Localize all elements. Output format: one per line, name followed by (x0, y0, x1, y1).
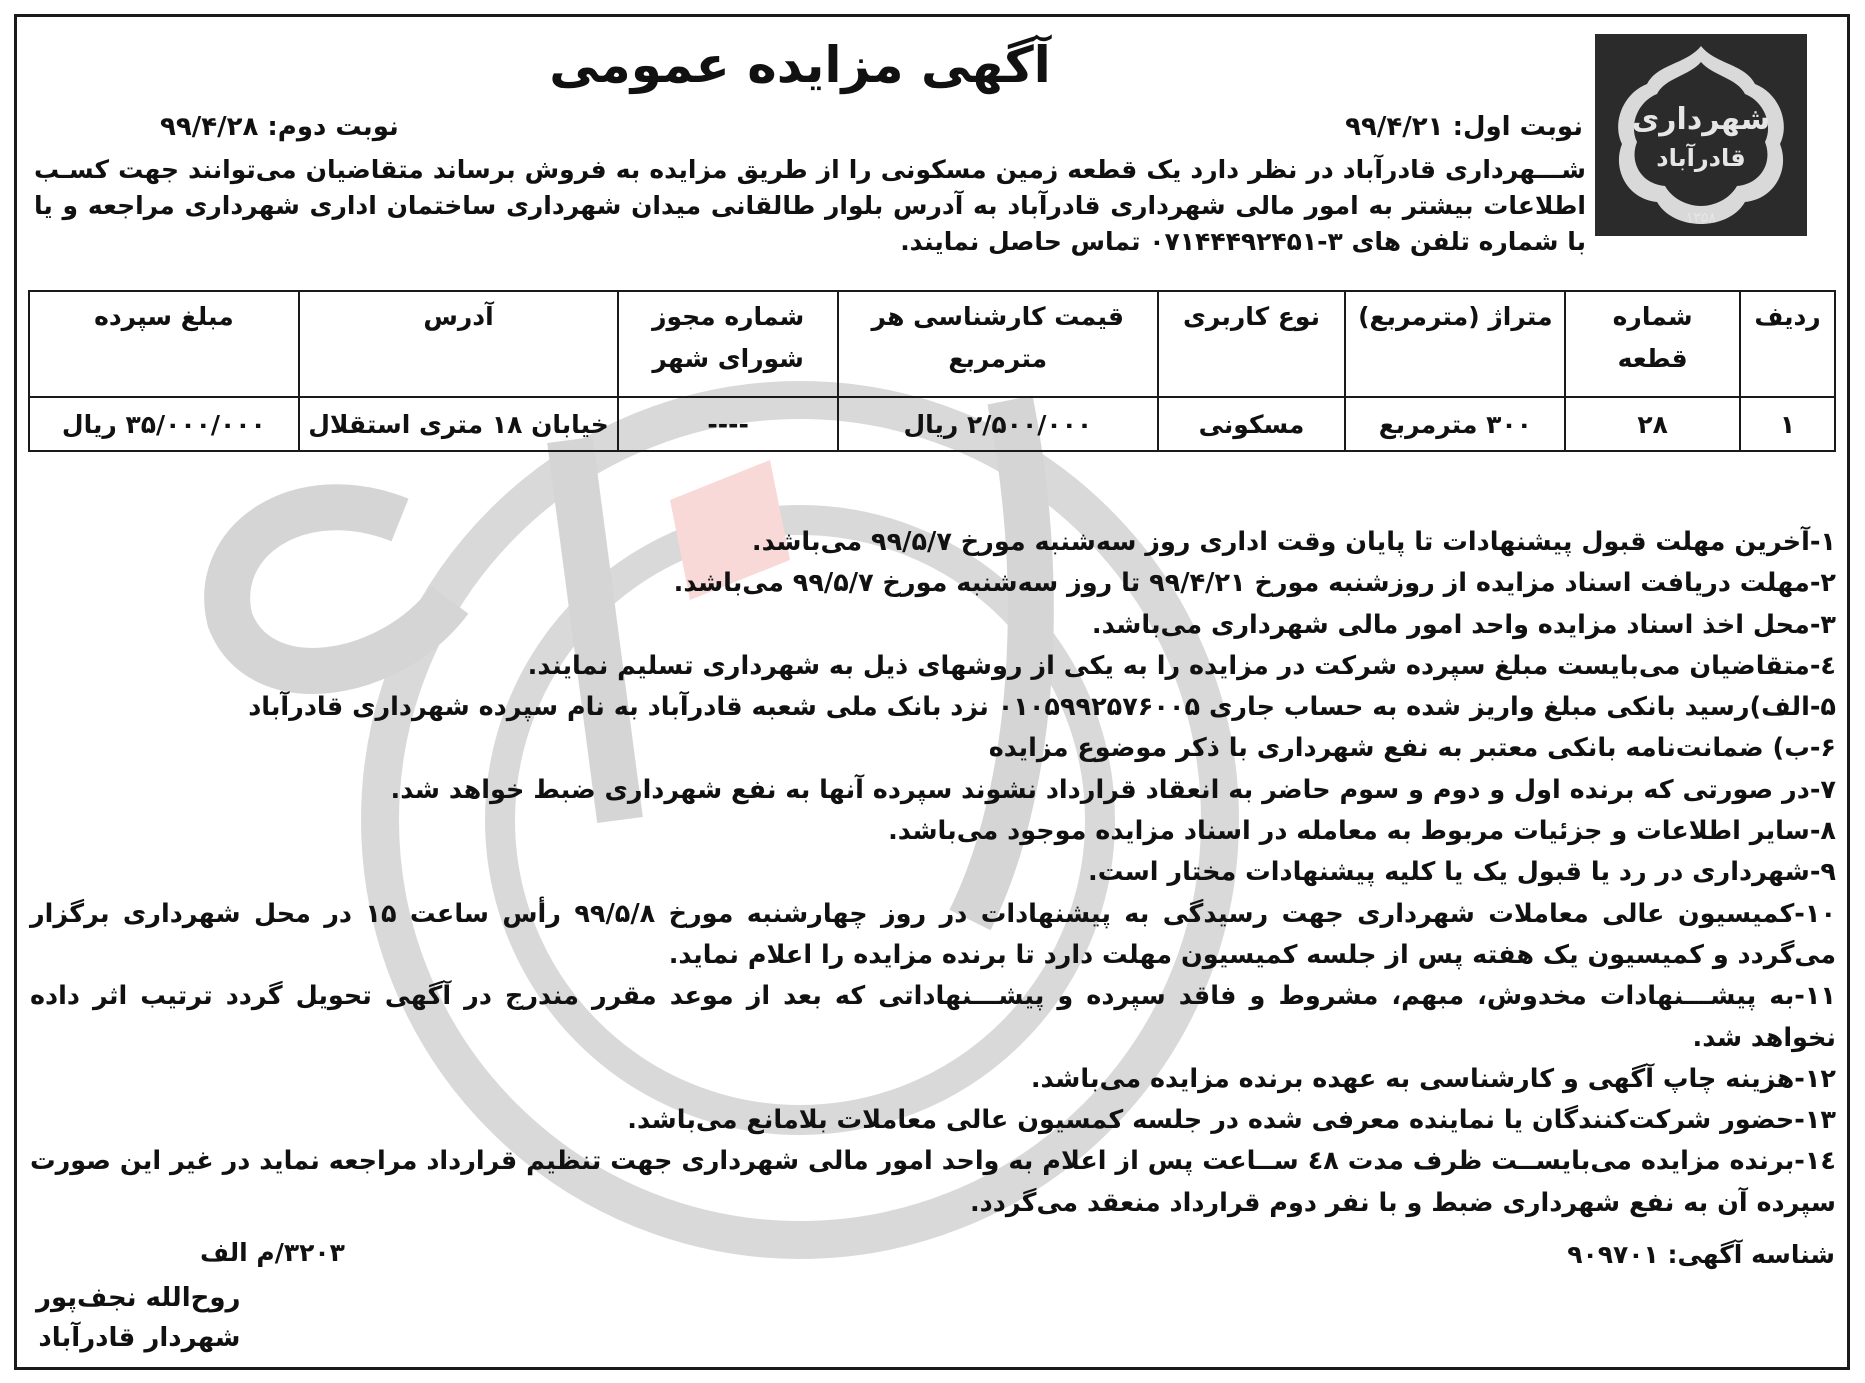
cell-usage: مسکونی (1158, 397, 1346, 451)
term-item: ۳-محل اخذ اسناد مزایده واحد امور مالی شهرداری می‌باشد. (1091, 609, 1836, 640)
term-item: ۱٤-برنده مزایده می‌بایســت ظرف مدت ٤۸ ســاعت پس از اعلام به واحد امور مالی شهرداری جهت تنظیم قرارداد مراجعه نماید در غیر این صورت سپرده آن به نفع شهرداری ضبط و با نفر دوم قرارداد منعقد می‌گردد. (30, 1146, 1836, 1218)
term-item: ۸-سایر اطلاعات و جزئیات مربوط به معامله در اسناد مزایده موجود می‌باشد. (888, 816, 1836, 847)
col-header-row-number: ردیف (1740, 291, 1835, 397)
term-item: ۷-در صورتی که برنده اول و دوم و سوم حاضر به انعقاد قرارداد نشوند سپرده آنها به نفع شهرداری ضبط خواهد شد. (390, 774, 1836, 805)
cell-row-number: ۱ (1740, 397, 1835, 451)
col-header-area: متراژ (مترمربع) (1345, 291, 1565, 397)
signature-block (36, 1278, 240, 1358)
logo-year: ۱۳۵۸ (1685, 210, 1717, 226)
term-item: ۹-شهرداری در رد یا قبول یک یا کلیه پیشنهادات مختار است. (1088, 857, 1836, 888)
cell-deposit: ۳۵/۰۰۰/۰۰۰ ریال (29, 397, 299, 451)
term-item: ۲-مهلت دریافت اسناد مزایده از روزشنبه مورخ ۹۹/۴/۲۱ تا روز سه‌شنبه مورخ ۹۹/۵/۷ می‌باشد. (673, 568, 1836, 599)
municipality-logo (1595, 34, 1807, 236)
col-header-usage: نوع کاربری (1158, 291, 1346, 397)
col-header-deposit: مبلغ سپرده (29, 291, 299, 397)
term-item: ۵-الف)رسید بانکی مبلغ واریز شده به حساب جاری ۰۱۰۵۹۹۲۵۷۶۰۰۵ نزد بانک ملی شعبه قادرآباد به نام سپرده شهرداری قادرآباد (248, 692, 1836, 723)
signer-title: شهردار قادرآباد (38, 1323, 241, 1353)
municipality-logo-icon (1595, 34, 1807, 236)
terms-list (30, 522, 1836, 1224)
logo-text-line1: شهرداری (1631, 102, 1771, 137)
col-header-council-permit: شماره مجوز شورای شهر (618, 291, 838, 397)
signer-name: روح‌الله نجف‌پور (36, 1283, 241, 1313)
table-header-row (29, 291, 1835, 397)
table-row (29, 397, 1835, 451)
cell-lot-number: ۲۸ (1565, 397, 1740, 451)
term-item: ۱۱-به پیشـــنهادات مخدوش، مبهم، مشروط و فاقد سپرده و پیشـــنهاداتی که بعد از موعد مقرر مندرج در آگهی تحویل گردد ترتیب اثر داده نخواهد شد. (30, 981, 1836, 1053)
ad-id: شناسه آگهی: ۹۰۹۷۰۱ (1567, 1240, 1835, 1269)
reference-number: ۳۲۰۳/م الف (200, 1238, 345, 1267)
term-item: ۱۲-هزینه چاپ آگهی و کارشناسی به عهده برنده مزایده می‌باشد. (1030, 1063, 1836, 1094)
cell-expert-price: ۲/۵۰۰/۰۰۰ ریال (838, 397, 1158, 451)
col-header-lot-number: شماره قطعه (1565, 291, 1740, 397)
cell-area: ۳۰۰ مترمربع (1345, 397, 1565, 451)
term-item: ۱۳-حضور شرکت‌کنندگان یا نماینده معرفی شده در جلسه کمسیون عالی معاملات بلامانع می‌باشد. (627, 1105, 1836, 1136)
col-header-address: آدرس (299, 291, 619, 397)
logo-text-line2: قادرآباد (1656, 144, 1746, 172)
term-item: ۶-ب) ضمانت‌نامه بانکی معتبر به نفع شهرداری با ذکر موضوع مزایده (988, 733, 1836, 764)
term-item: ۱۰-کمیسیون عالی معاملات شهرداری جهت رسیدگی به پیشنهادات در روز چهارشنبه مورخ ۹۹/۵/۸ رأس ساعت ۱۵ در محل شهرداری برگزار می‌گردد و کمیسیون یک هفته پس از جلسه کمیسیون مهلت دارد تا برنده مزایده را اعلام نماید. (30, 898, 1837, 970)
first-round-date: نوبت اول: ۹۹/۴/۲۱ (1345, 112, 1583, 142)
term-item: ٤-متقاضیان می‌بایست مبلغ سپرده شرکت در مزایده را به یکی از روشهای ذیل به شهرداری تسلیم نمایند. (527, 650, 1836, 681)
cell-council-permit: ---- (618, 397, 838, 451)
page-title: آگهی مزایده عمومی (549, 36, 1051, 94)
intro-paragraph: شـــهرداری قادرآباد در نظر دارد یک قطعه زمین مسکونی را از طریق مزایده به فروش برساند متقاضیان می‌توانند جهت کسـب اطلاعات بیشتر به امور مالی شهرداری قادرآباد به آدرس بلوار طالقانی میدان شهرداری ساختمان اداری شهرداری مراجعه و یا با شماره تلفن های ۳-۰۷۱۴۴۴۹۲۴۵۱ تماس حاصل نمایند. (34, 155, 1586, 256)
term-item: ۱-آخرین مهلت قبول پیشنهادات تا پایان وقت اداری روز سه‌شنبه مورخ ۹۹/۵/۷ می‌باشد. (751, 527, 1836, 557)
col-header-expert-price: قیمت کارشناسی هر مترمربع (838, 291, 1158, 397)
cell-address: خیابان ۱۸ متری استقلال (299, 397, 619, 451)
lots-table (28, 290, 1836, 452)
second-round-date: نوبت دوم: ۹۹/۴/۲۸ (160, 112, 399, 142)
